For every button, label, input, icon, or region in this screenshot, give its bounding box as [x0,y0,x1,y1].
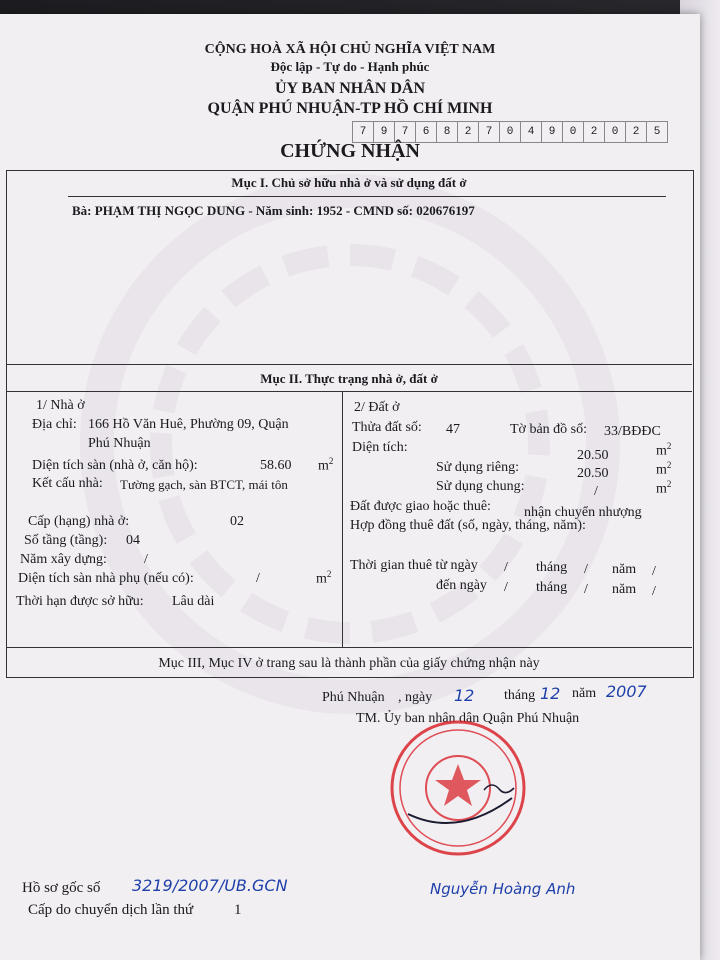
structure-label: Kết cấu nhà: [32,476,103,491]
serial-digit: 7 [395,121,416,143]
area-value: 20.50 [577,448,609,463]
divider [6,391,692,392]
serial-digit: 7 [352,121,374,143]
lease-from-month: / [584,562,588,577]
lease-to-month: / [584,582,588,597]
area-label: Diện tích: [352,440,408,455]
day-label: , ngày [398,690,433,705]
divider [6,364,692,365]
unit-m2: $m^2$ [656,479,672,497]
floor-area-value: 58.60 [260,458,292,473]
divider [6,647,692,648]
section2-heading: Mục II. Thực trạng nhà ở, đất ở [260,371,438,386]
serial-digit: 2 [584,121,605,143]
month-label: tháng [504,688,536,703]
floors-value: 04 [126,533,140,548]
footer-note: Mục III, Mục IV ở trang sau là thành phần của giấy chứng nhận này [158,656,540,671]
unit-m2: $m^2$ [656,441,672,459]
lease-from-day: / [504,560,508,575]
certificate-page [0,14,700,960]
grade-value: 02 [230,514,244,529]
unit-m2: $m^2$ [318,456,334,474]
allocated-label: Đất được giao hoặc thuê: [350,499,491,514]
year-label: năm [572,686,597,701]
authority-line2: QUẬN PHÚ NHUẬN-TP HỒ CHÍ MINH [207,100,493,117]
term-value: Lâu dài [172,594,215,609]
on-behalf: TM. Ủy ban nhân dân Quận Phú Nhuận [356,711,580,726]
shared-use-value: / [594,484,598,499]
signing-month: 12 [540,684,561,703]
unit-m2: $m^2$ [656,460,672,478]
private-use-label: Sử dụng riêng: [436,460,520,475]
issue-label: Cấp do chuyển dịch lần thứ [28,902,194,918]
grade-label: Cấp (hạng) nhà ở: [28,514,130,529]
term-label: Thời hạn được sở hữu: [16,594,144,609]
allocated-value: nhận chuyển nhượng [524,505,642,520]
section1-heading: Mục I. Chủ sở hữu nhà ở và sử dụng đất ở [231,175,467,190]
issue-value: 1 [234,902,242,918]
lease-contract-label: Hợp đồng thuê đất (số, ngày, tháng, năm): [350,518,586,533]
unit-m2: $m^2$ [316,569,332,587]
private-use-value: 20.50 [577,466,609,481]
floor-area-label: Diện tích sàn (nhà ở, căn hộ): [32,458,198,473]
address-label: Địa chỉ: [32,417,77,432]
address-line2: Phú Nhuận [88,436,151,451]
lease-from-year: / [652,564,656,579]
shared-use-label: Sử dụng chung: [436,479,525,494]
lease-from-year-label: năm [612,562,637,577]
lease-to-label: đến ngày [436,578,487,593]
official-seal-icon [388,718,528,858]
signing-day: 12 [454,686,475,705]
lease-to-year-label: năm [612,582,637,597]
serial-digit: 5 [647,121,668,143]
document-title: CHỨNG NHẬN [280,140,420,162]
file-value: 3219/2007/UB.GCN [132,876,288,895]
column-divider [342,391,343,647]
lease-to-month-label: tháng [536,580,568,595]
structure-value: Tường gạch, sàn BTCT, mái tôn [120,477,288,492]
signer-name: Nguyễn Hoàng Anh [430,880,576,898]
floors-label: Số tầng (tầng): [24,533,108,548]
file-label: Hồ sơ gốc số [22,880,101,896]
serial-digit: 0 [500,121,521,143]
plot-value: 47 [446,422,460,437]
serial-digit: 8 [437,121,458,143]
serial-digit: 6 [416,121,437,143]
lease-to-day: / [504,580,508,595]
serial-digit: 7 [479,121,500,143]
map-value: 33/BĐĐC [604,424,661,439]
land-label: 2/ Đất ở [354,400,400,415]
lease-to-year: / [652,584,656,599]
lease-from-month-label: tháng [536,560,568,575]
year-built-value: / [144,552,148,567]
address-line1: 166 Hồ Văn Huê, Phường 09, Quận [88,417,289,432]
signing-place: Phú Nhuận [322,690,385,705]
year-built-label: Năm xây dựng: [20,552,107,567]
plot-label: Thửa đất số: [352,420,422,435]
serial-digit: 4 [521,121,542,143]
serial-digit: 0 [563,121,584,143]
signing-year: 2007 [606,682,647,701]
lease-from-label: Thời gian thuê từ ngày [350,558,478,573]
authority-line1: ỦY BAN NHÂN DÂN [274,80,426,97]
serial-digit: 9 [374,121,395,143]
aux-area-value: / [256,571,260,586]
serial-digit: 2 [626,121,647,143]
house-label: 1/ Nhà ở [36,398,85,413]
divider [68,196,666,197]
nation-title: CỘNG HOÀ XÃ HỘI CHỦ NGHĨA VIỆT NAM [204,42,496,57]
serial-digit: 2 [458,121,479,143]
motto: Độc lập - Tự do - Hạnh phúc [270,59,430,74]
owner-info: Bà: PHẠM THỊ NGỌC DUNG - Năm sinh: 1952 - CMND số: 020676197 [72,203,475,218]
aux-area-label: Diện tích sàn nhà phụ (nếu có): [18,571,194,586]
serial-digit: 9 [542,121,563,143]
map-label: Tờ bản đồ số: [510,422,588,437]
serial-digit: 0 [605,121,626,143]
